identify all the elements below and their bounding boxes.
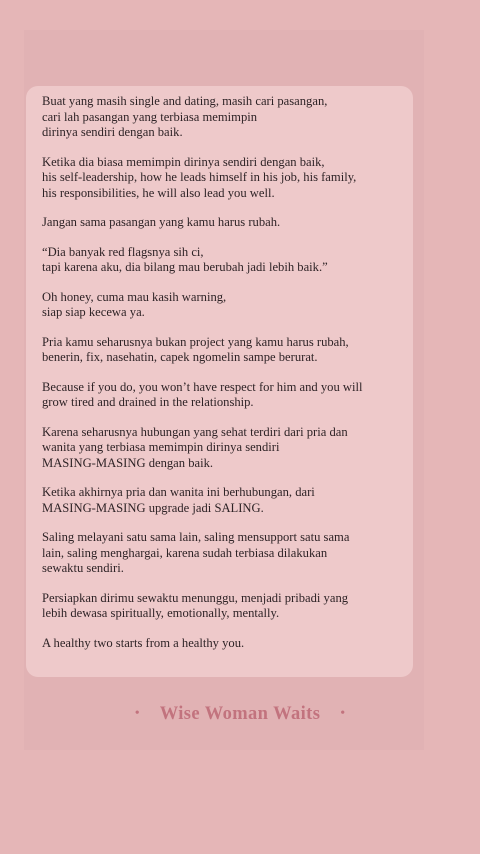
- quote-text-card: [26, 86, 413, 677]
- paragraph-6: Pria kamu seharusnya bukan project yang kamu harus rubah, benerin, fix, nasehatin, capek ngomelin sampe berurat.: [42, 334, 349, 364]
- paragraph-9: Ketika akhirnya pria dan wanita ini berhubungan, dari MASING-MASING upgrade jadi SALING.: [42, 485, 315, 515]
- paragraph-12: A healthy two starts from a healthy you.: [42, 635, 245, 650]
- paragraph-10: Saling melayani satu sama lain, saling mensupport satu sama lain, saling menghargai, karena sudah terbiasa dilakukan sewaktu sendiri.: [42, 530, 350, 575]
- signature: [0, 701, 480, 727]
- paragraph-4: “Dia banyak red flagsnya sih ci, tapi karena aku, dia bilang mau berubah jadi lebih baik.”: [42, 244, 328, 274]
- paragraph-5: Oh honey, cuma mau kasih warning, siap siap kecewa ya.: [42, 289, 227, 319]
- paragraph-7: Because if you do, you won’t have respect for him and you will grow tired and drained in the relationship.: [42, 379, 363, 409]
- paragraph-3: Jangan sama pasangan yang kamu harus rubah.: [42, 215, 281, 229]
- bullet-right-icon: •: [340, 706, 346, 721]
- paragraph-8: Karena seharusnya hubungan yang sehat terdiri dari pria dan wanita yang terbiasa memimpin dirinya sendiri MASING-MASING dengan baik.: [42, 424, 348, 470]
- bullet-left-icon: •: [134, 706, 140, 721]
- paragraph-1: Buat yang masih single and dating, masih cari pasangan, cari lah pasangan yang terbiasa memimpin dirinya sendiri dengan baik.: [42, 94, 328, 139]
- signature-text: Wise Woman Waits: [159, 703, 321, 724]
- paragraph-2: Ketika dia biasa memimpin dirinya sendiri dengan baik, his self-leadership, how he leads himself in his job, his family, his responsibilities, he will also lead you well.: [42, 154, 357, 200]
- paragraph-11: Persiapkan dirimu sewaktu menunggu, menjadi pribadi yang lebih dewasa spiritually, emotionally, mentally.: [42, 590, 349, 620]
